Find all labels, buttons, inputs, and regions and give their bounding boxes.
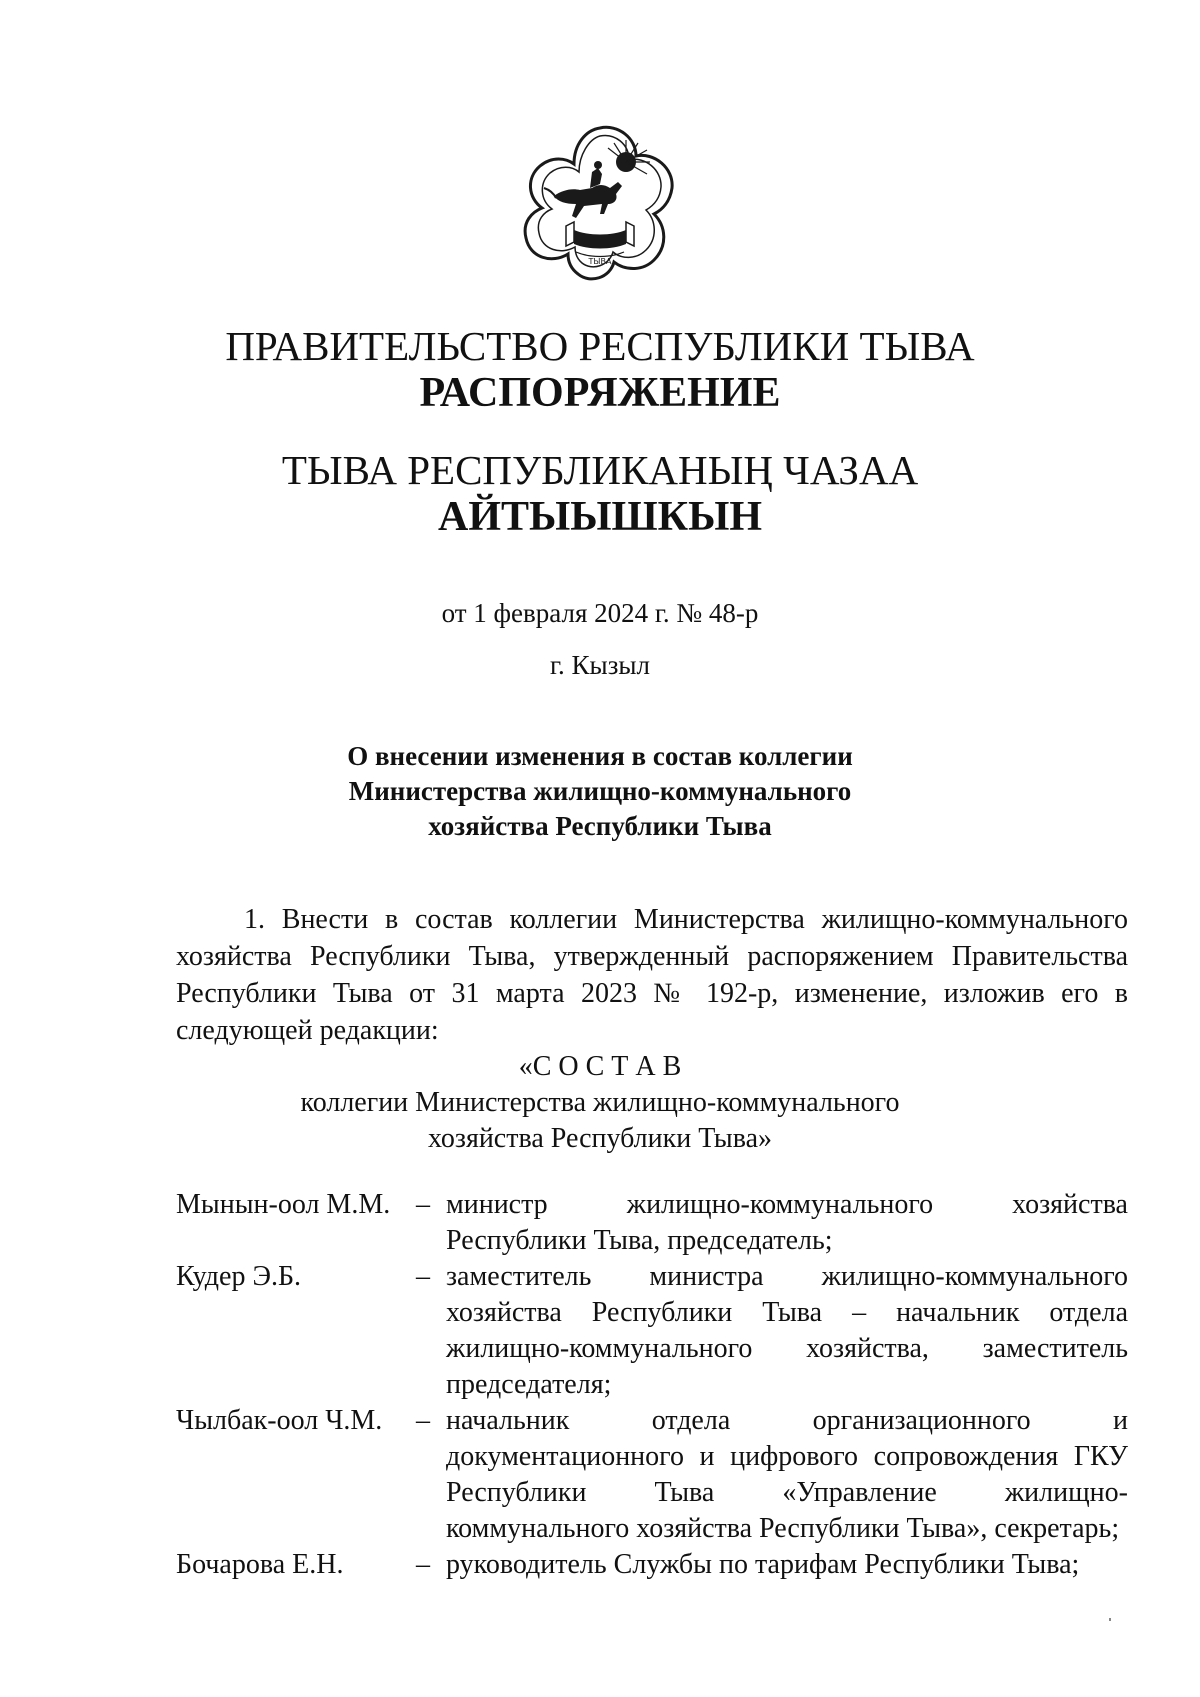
member-role: заместитель министра жилищно-коммунального хозяйства Республики Тыва – начальник отдела жилищно-коммунального хозяйства, заместитель председателя;: [446, 1261, 1128, 1400]
government-title-ru: ПРАВИТЕЛЬСТВО РЕСПУБЛИКИ ТЫВА: [225, 323, 975, 369]
member-role: руководитель Службы по тарифам Республики Тыва;: [446, 1549, 1080, 1580]
scan-speck: [1109, 1618, 1111, 1621]
document-body: [176, 901, 1128, 1049]
member-name: Кудер Э.Б.: [176, 1261, 302, 1292]
document-subject: [0, 739, 1200, 844]
member-name: Мынын-оол М.М.: [176, 1189, 391, 1220]
members-list: [176, 1187, 1128, 1583]
member-dash: –: [416, 1261, 430, 1292]
body-paragraph: 1. Внести в состав коллегии Министерства жилищно-коммунального хозяйства Республики Тыва, утвержденный распоряжением Правительства Республики Тыва от 31 марта 2023 № 192-р, изменение, изложив его в следующей редакции:: [176, 904, 1128, 1046]
member-role: министр жилищно-коммунального хозяйства Республики Тыва, председатель;: [446, 1189, 1128, 1256]
member-dash: –: [416, 1405, 430, 1436]
member-name: Чылбак-оол Ч.М.: [176, 1405, 383, 1436]
government-title-tyv: ТЫВА РЕСПУБЛИКАНЫҢ ЧАЗАА: [281, 447, 919, 493]
emblem-icon: [514, 118, 686, 290]
subject-line: хозяйства Республики Тыва: [428, 811, 772, 841]
composition-subtitle: коллегии Министерства жилищно-коммунального: [300, 1087, 900, 1118]
member-dash: –: [416, 1189, 430, 1220]
emblem-inscription: ТЫВА: [588, 257, 612, 266]
subject-line: Министерства жилищно-коммунального: [348, 776, 852, 806]
document-type-ru: РАСПОРЯЖЕНИЕ: [419, 370, 781, 416]
member-role: начальник отдела организационного и документационного и цифрового сопровождения ГКУ Республики Тыва «Управление жилищно-коммунального хозяйства Республики Тыва», секретарь;: [446, 1405, 1128, 1544]
document-date-number: от 1 февраля 2024 г. № 48-р: [441, 598, 759, 628]
member-row: [176, 1187, 1128, 1259]
member-dash: –: [416, 1549, 430, 1580]
composition-subtitle: хозяйства Республики Тыва»: [427, 1123, 773, 1154]
member-row: [176, 1259, 1128, 1403]
member-name: Бочарова Е.Н.: [176, 1549, 344, 1580]
subject-line: О внесении изменения в состав коллегии: [347, 741, 853, 771]
document-city: г. Кызыл: [550, 650, 650, 680]
composition-title: «С О С Т А В: [518, 1051, 682, 1082]
member-row: [176, 1547, 1128, 1583]
member-row: [176, 1403, 1128, 1547]
composition-heading: [0, 1049, 1200, 1157]
document-type-tyv: АЙТЫЫШКЫН: [438, 494, 762, 540]
